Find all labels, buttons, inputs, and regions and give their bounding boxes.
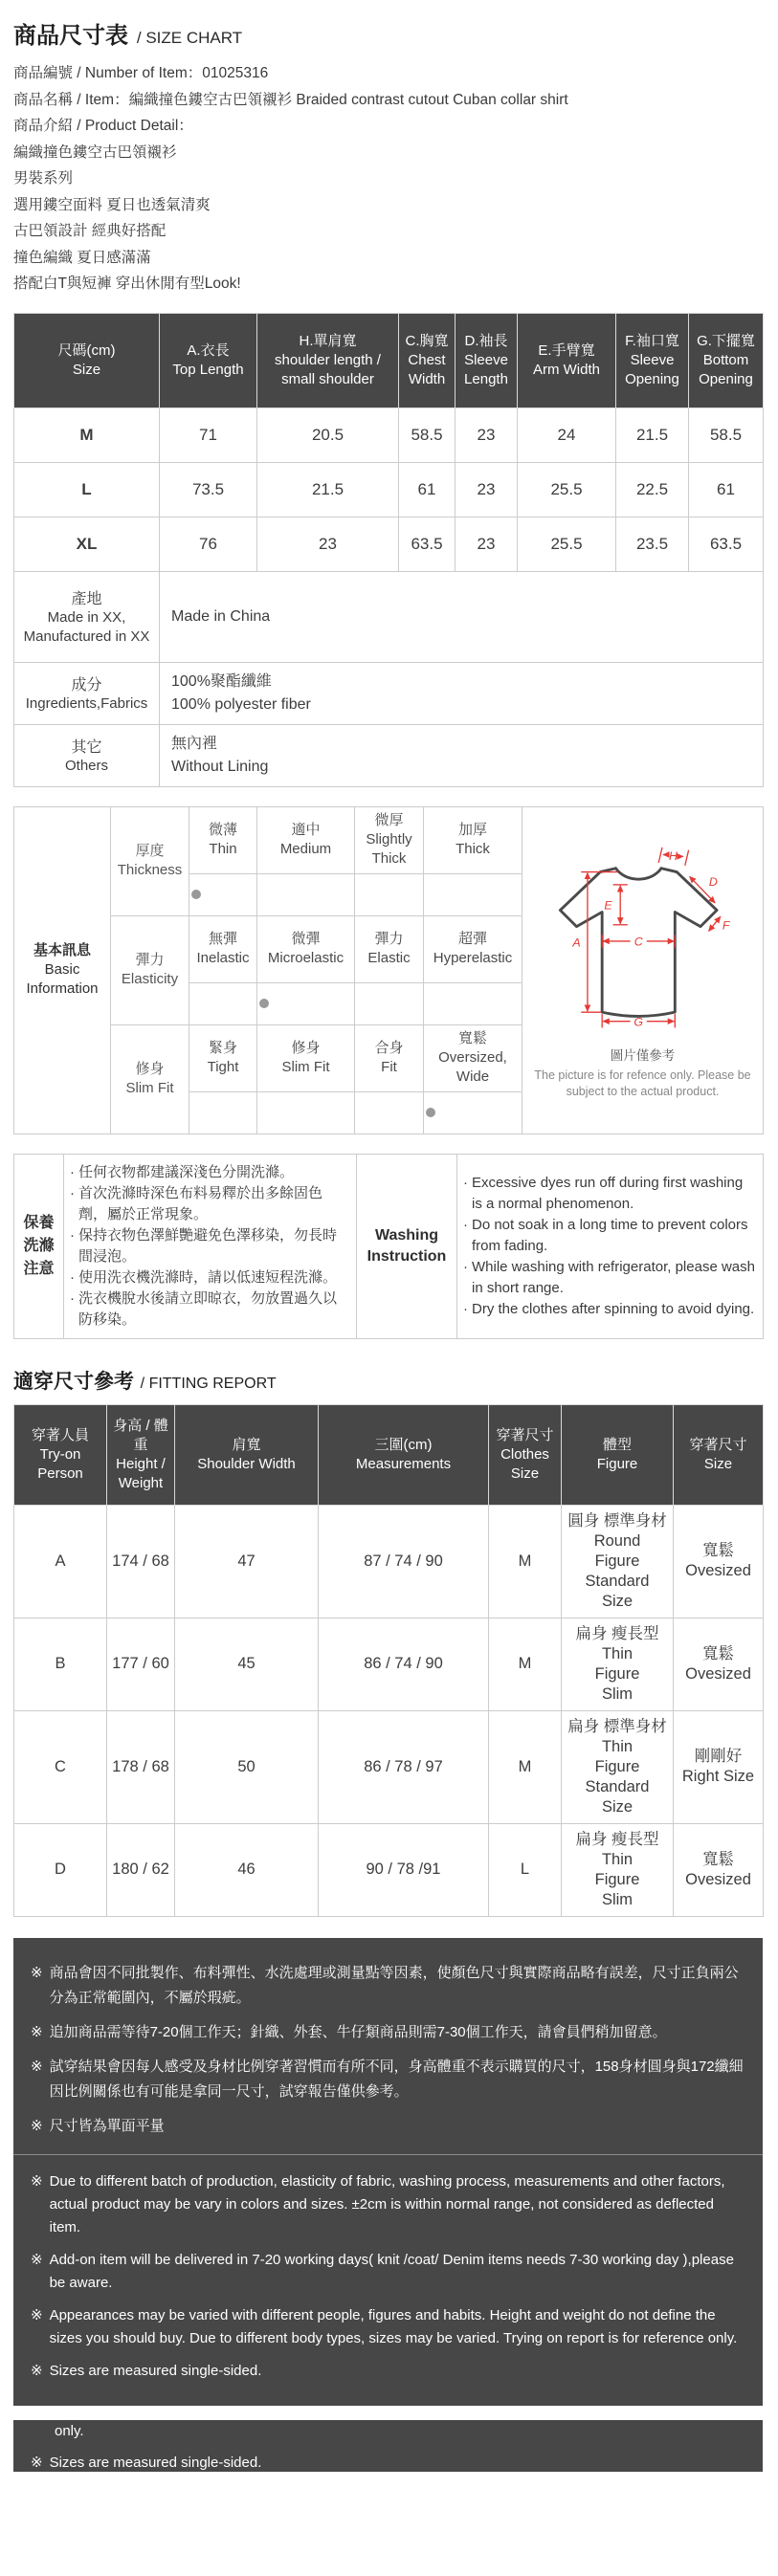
- fitting-header-row: [14, 1404, 764, 1505]
- selected-dot: [259, 999, 269, 1008]
- fitting-row-a: [14, 1505, 764, 1618]
- size-value: 20.5: [257, 407, 399, 462]
- diagram-caption-en: The picture is for refence only. Please be subject to the actual product.: [534, 1068, 751, 1098]
- thickness-label: 厚度 Thickness: [111, 806, 189, 915]
- basic-info-table: [13, 806, 764, 1134]
- size-value: 61: [689, 462, 764, 517]
- person: C: [14, 1710, 107, 1823]
- fitting-table: [13, 1404, 764, 1917]
- product-detail-label: 商品介紹 / Product Detail：: [13, 118, 193, 134]
- clothes-size: M: [489, 1505, 562, 1618]
- measure-label-F: F: [722, 918, 729, 933]
- size-label: XL: [14, 517, 160, 571]
- size-table-header-row: [14, 313, 764, 407]
- col-header-top-length: A.衣長 Top Length: [160, 313, 257, 407]
- notes-block: [13, 1938, 763, 2406]
- size-value: 23: [456, 407, 518, 462]
- figure: 扁身 標準身材 Thin Figure Standard Size: [562, 1710, 674, 1823]
- size-row-l: [14, 462, 764, 517]
- size-value: 71: [160, 407, 257, 462]
- figure: 扁身 瘦長型 Thin Figure Slim: [562, 1823, 674, 1916]
- col-header-arm-width: E.手臂寬 Arm Width: [518, 313, 616, 407]
- note-en: ※ Add-on item will be delivered in 7-20 working days( knit /coat/ Denim items needs 7-30 working day ),please be aware.: [31, 2251, 734, 2291]
- thickness-options-row: [14, 806, 764, 873]
- measurement-diagram-cell: [522, 806, 764, 1134]
- fitting-row-c: [14, 1710, 764, 1823]
- elasticity-label: 彈力 Elasticity: [111, 915, 189, 1024]
- selected-dot: [426, 1108, 435, 1117]
- height-weight: 178 / 68: [107, 1710, 175, 1823]
- basic-info-label: 基本訊息 Basic Information: [14, 806, 111, 1134]
- washing-item: · 洗衣機脫水後請立即晾衣，勿放置過久以防移染。: [70, 1289, 338, 1328]
- washing-item: · Dry the clothes after spinning to avoid dying.: [463, 1300, 755, 1317]
- notes-divider: [13, 2154, 763, 2155]
- fit-label: 修身 Slim Fit: [111, 1024, 189, 1134]
- size-value: 25.5: [518, 517, 616, 571]
- col-header-fit-size: 穿著尺寸 Size: [674, 1404, 764, 1505]
- height-weight: 174 / 68: [107, 1505, 175, 1618]
- shoulder-width: 50: [175, 1710, 319, 1823]
- tshirt-measurement-diagram: [529, 840, 757, 1039]
- clothes-size: L: [489, 1823, 562, 1916]
- elasticity-option: 無彈 Inelastic: [189, 915, 257, 982]
- washing-label-zh: 保養 洗滌 注意: [14, 1154, 64, 1338]
- product-number: 商品編號 / Number of Item：01025316: [13, 65, 269, 81]
- diagram-caption-zh: 圖片僅參考: [610, 1048, 676, 1063]
- fit-option: 修身 Slim Fit: [257, 1024, 355, 1091]
- washing-item: · 首次洗滌時深色布料易釋於出多餘固色劑，屬於正常現象。: [70, 1184, 323, 1222]
- clothes-size: M: [489, 1710, 562, 1823]
- height-weight: 180 / 62: [107, 1823, 175, 1916]
- origin-value: Made in China: [160, 571, 764, 662]
- clothes-size: M: [489, 1618, 562, 1710]
- washing-item: · While washing with refrigerator, please wash in short range.: [463, 1258, 755, 1296]
- note-en: ※ Due to different batch of production, elasticity of fabric, washing process, measurements and other factors, actual product may be vary in colors and sizes. ±2cm is within normal range, not considered as deflected item.: [31, 2172, 725, 2235]
- size-value: 21.5: [616, 407, 689, 462]
- fitting-report-title: 適穿尺寸參考 / FITTING REPORT: [13, 1370, 277, 1393]
- figure: 扁身 瘦長型 Thin Figure Slim: [562, 1618, 674, 1710]
- size-value: 24: [518, 407, 616, 462]
- size-value: 23: [456, 462, 518, 517]
- shoulder-width: 46: [175, 1823, 319, 1916]
- notes-block-repeat: [13, 2420, 763, 2472]
- info-row-origin: [14, 571, 764, 662]
- measure-label-H: H: [668, 849, 678, 864]
- person: A: [14, 1505, 107, 1618]
- size-value: 25.5: [518, 462, 616, 517]
- note-en: ※ Sizes are measured single-sided.: [31, 2362, 262, 2379]
- col-header-shoulder: H.單肩寬 shoulder length / small shoulder: [257, 313, 399, 407]
- col-header-measurements: 三圍(cm) Measurements: [319, 1404, 489, 1505]
- size-value: 21.5: [257, 462, 399, 517]
- note-zh: ※ 尺寸皆為單面平量: [31, 2117, 165, 2134]
- product-detail-line: 搭配白T與短褲 穿出休閒有型Look!: [13, 275, 241, 292]
- measure-label-D: D: [708, 874, 718, 889]
- washing-table: [13, 1154, 764, 1339]
- washing-items-en: [457, 1154, 764, 1338]
- page-title-en: / SIZE CHART: [136, 29, 243, 47]
- size-value: 63.5: [689, 517, 764, 571]
- washing-item: · 保持衣物色澤鮮艷避免色澤移染，勿長時間浸泡。: [70, 1226, 338, 1265]
- info-row-others: [14, 724, 764, 786]
- others-label: 其它 Others: [14, 724, 160, 786]
- fit-option: 合身 Fit: [355, 1024, 424, 1091]
- washing-item: · Excessive dyes run off during first washing is a normal phenomenon.: [463, 1174, 744, 1212]
- thickness-option: 微厚 Slightly Thick: [355, 806, 424, 873]
- thickness-option: 微薄 Thin: [189, 806, 257, 873]
- note-en-repeat: ※ Sizes are measured single-sided.: [31, 2454, 262, 2471]
- elasticity-option: 彈力 Elastic: [355, 915, 424, 982]
- note-zh: ※ 試穿結果會因每人感受及身材比例穿著習慣而有所不同，身高體重不表示購買的尺寸，158身材圓身與172纖細因比例關係也有可能是拿同一尺寸，試穿報告僅供參考。: [31, 2058, 744, 2100]
- measurements: 86 / 74 / 90: [319, 1618, 489, 1710]
- fabric-value: 100%聚酯纖維 100% polyester fiber: [160, 662, 764, 724]
- col-header-shoulder-width: 肩寬 Shoulder Width: [175, 1404, 319, 1505]
- size-value: 58.5: [689, 407, 764, 462]
- product-name: 商品名稱 / Item：編織撞色鏤空古巴領襯衫 Braided contrast cutout Cuban collar shirt: [13, 91, 568, 108]
- fit-size: 剛剛好 Right Size: [674, 1710, 764, 1823]
- product-detail-line: 撞色編織 夏日感滿滿: [13, 249, 151, 266]
- fitting-row-b: [14, 1618, 764, 1710]
- col-header-size: 尺碼(cm) Size: [14, 313, 160, 407]
- size-value: 63.5: [399, 517, 456, 571]
- size-value: 73.5: [160, 462, 257, 517]
- col-header-clothes-size: 穿著尺寸 Clothes Size: [489, 1404, 562, 1505]
- fit-option: 寬鬆 Oversized, Wide: [424, 1024, 522, 1091]
- size-table: [13, 313, 764, 787]
- height-weight: 177 / 60: [107, 1618, 175, 1710]
- fitting-row-d: [14, 1823, 764, 1916]
- col-header-bottom-opening: G.下擺寬 Bottom Opening: [689, 313, 764, 407]
- col-header-sleeve-length: D.袖長 Sleeve Length: [456, 313, 518, 407]
- washing-item: · Do not soak in a long time to prevent colors from fading.: [463, 1216, 748, 1254]
- size-value: 23: [456, 517, 518, 571]
- measure-label-C: C: [634, 935, 643, 949]
- size-label: M: [14, 407, 160, 462]
- others-value: 無內裡 Without Lining: [160, 724, 764, 786]
- product-info: [13, 60, 763, 297]
- product-detail-line: 選用鏤空面料 夏日也透氣清爽: [13, 196, 211, 213]
- measure-label-G: G: [633, 1015, 643, 1029]
- size-value: 23.5: [616, 517, 689, 571]
- note-en: ※ Appearances may be varied with different people, figures and habits. Height and weight do not define the sizes you should buy. Due to different body types, sizes may be varied. Trying on report is for reference only.: [31, 2306, 738, 2346]
- size-value: 58.5: [399, 407, 456, 462]
- col-header-tryon-person: 穿著人員 Try-on Person: [14, 1404, 107, 1505]
- product-detail-line: 古巴領設計 經典好搭配: [13, 223, 167, 239]
- size-value: 61: [399, 462, 456, 517]
- measurements: 87 / 74 / 90: [319, 1505, 489, 1618]
- page-title: [13, 15, 763, 51]
- col-header-height-weight: 身高 / 體重 Height / Weight: [107, 1404, 175, 1505]
- size-value: 76: [160, 517, 257, 571]
- origin-label: 產地 Made in XX, Manufactured in XX: [14, 571, 160, 662]
- selected-dot: [191, 890, 201, 899]
- note-zh: ※ 商品會因不同批製作、布料彈性、水洗處理或測量點等因素，使顏色尺寸與實際商品略有誤差，尺寸正負兩公分為正常範圍內，不屬於瑕疵。: [31, 1964, 739, 2006]
- product-detail-line: 男裝系列: [13, 170, 74, 187]
- col-header-figure: 體型 Figure: [562, 1404, 674, 1505]
- thickness-option: 適中 Medium: [257, 806, 355, 873]
- figure: 圓身 標準身材 Round Figure Standard Size: [562, 1505, 674, 1618]
- fabric-label: 成分 Ingredients,Fabrics: [14, 662, 160, 724]
- col-header-sleeve-opening: F.袖口寬 Sleeve Opening: [616, 313, 689, 407]
- page-title-zh: 商品尺寸表: [13, 23, 128, 49]
- shoulder-width: 47: [175, 1505, 319, 1618]
- person: B: [14, 1618, 107, 1710]
- person: D: [14, 1823, 107, 1916]
- fit-size: 寬鬆 Ovesized: [674, 1505, 764, 1618]
- size-row-m: [14, 407, 764, 462]
- size-value: 22.5: [616, 462, 689, 517]
- measurements: 90 / 78 /91: [319, 1823, 489, 1916]
- note-zh: ※ 追加商品需等待7-20個工作天；針織、外套、牛仔類商品則需7-30個工作天，請會員們稍加留意。: [31, 2023, 667, 2040]
- info-row-fabric: [14, 662, 764, 724]
- elasticity-option: 微彈 Microelastic: [257, 915, 355, 982]
- measure-label-E: E: [603, 898, 612, 913]
- fit-size: 寬鬆 Ovesized: [674, 1618, 764, 1710]
- shoulder-width: 45: [175, 1618, 319, 1710]
- fit-size: 寬鬆 Ovesized: [674, 1823, 764, 1916]
- col-header-chest: C.胸寬 Chest Width: [399, 313, 456, 407]
- fit-option: 緊身 Tight: [189, 1024, 257, 1091]
- elasticity-option: 超彈 Hyperelastic: [424, 915, 522, 982]
- thickness-option: 加厚 Thick: [424, 806, 522, 873]
- measure-label-A: A: [571, 936, 581, 950]
- washing-title-en: Washing Instruction: [357, 1154, 457, 1338]
- clipped-text: only.: [55, 2422, 84, 2439]
- size-label: L: [14, 462, 160, 517]
- washing-item: · 任何衣物都建議深淺色分開洗滌。: [70, 1163, 295, 1180]
- washing-item: · 使用洗衣機洗滌時，請以低速短程洗滌。: [70, 1268, 338, 1286]
- size-value: 23: [257, 517, 399, 571]
- measurements: 86 / 78 / 97: [319, 1710, 489, 1823]
- size-row-xl: [14, 517, 764, 571]
- product-detail-line: 編織撞色鏤空古巴領襯衫: [13, 143, 177, 161]
- washing-items-zh: [64, 1154, 357, 1338]
